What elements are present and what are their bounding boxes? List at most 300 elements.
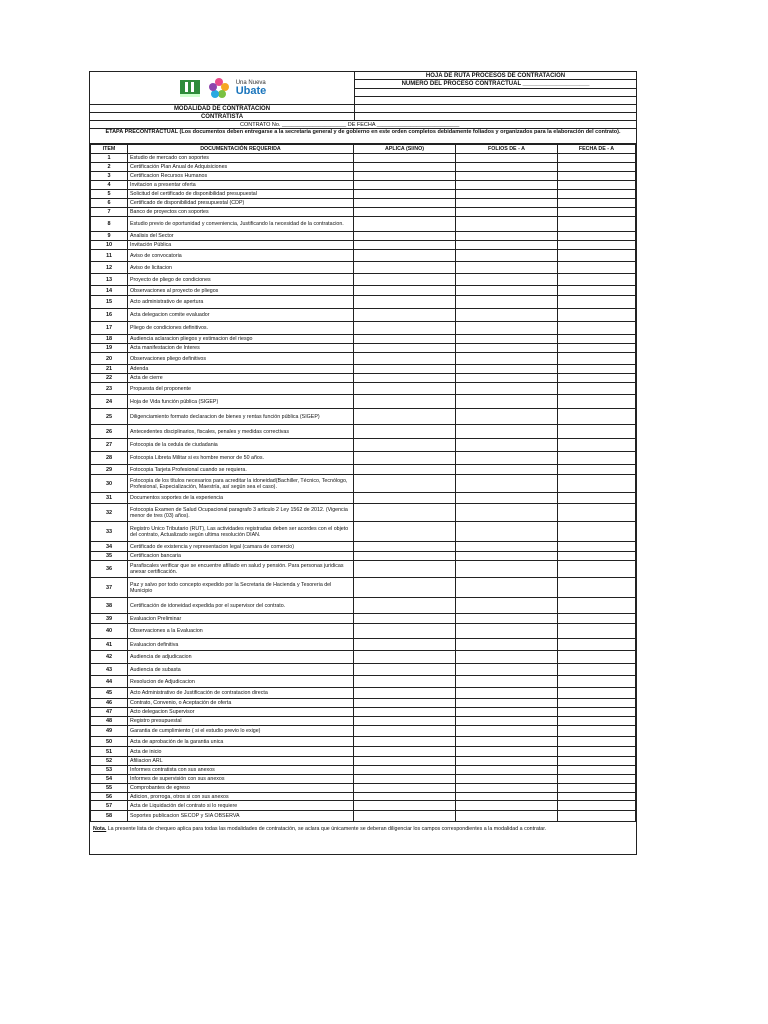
table-row [91, 296, 636, 309]
folios-cell[interactable] [456, 676, 558, 688]
item-document: Observaciones pliego definitivos [128, 353, 354, 365]
table-row [91, 639, 636, 651]
table-row [91, 598, 636, 614]
item-number: 37 [91, 578, 128, 598]
aplica-cell[interactable] [354, 475, 456, 493]
item-number: 1 [91, 154, 128, 163]
folios-cell[interactable] [456, 322, 558, 335]
aplica-cell[interactable] [354, 598, 456, 614]
table-row [91, 241, 636, 250]
aplica-cell[interactable] [354, 504, 456, 522]
aplica-cell[interactable] [354, 552, 456, 561]
aplica-cell[interactable] [354, 309, 456, 322]
fecha-cell[interactable] [558, 793, 636, 801]
aplica-cell[interactable] [354, 163, 456, 172]
item-document: Invitacion a presentar oferta [128, 181, 354, 190]
folios-cell[interactable] [456, 190, 558, 199]
aplica-cell[interactable] [354, 688, 456, 699]
aplica-cell[interactable] [354, 747, 456, 757]
item-number: 30 [91, 475, 128, 493]
aplica-cell[interactable] [354, 465, 456, 475]
item-document: Audiencia de subasta [128, 664, 354, 676]
table-row [91, 493, 636, 504]
folios-cell[interactable] [456, 542, 558, 552]
aplica-cell[interactable] [354, 199, 456, 208]
fecha-cell[interactable] [558, 708, 636, 717]
aplica-cell[interactable] [354, 274, 456, 286]
item-document: Registro Unico Tributario (RUT), Las actividades registradas deben ser acordes con el objeto del contrato, Actualizado según ultima resolución DIAN. [128, 522, 354, 542]
folios-cell[interactable] [456, 335, 558, 344]
item-document: Contrato, Convenio, o Aceptación de oferta [128, 699, 354, 708]
folios-cell[interactable] [456, 737, 558, 747]
aplica-cell[interactable] [354, 353, 456, 365]
item-number: 8 [91, 217, 128, 232]
item-number: 41 [91, 639, 128, 651]
aplica-cell[interactable] [354, 395, 456, 409]
item-document: Certificación de idoneidad expedida por el supervisor del contrato. [128, 598, 354, 614]
fecha-cell[interactable] [558, 465, 636, 475]
fecha-cell[interactable] [558, 737, 636, 747]
item-number: 43 [91, 664, 128, 676]
item-number: 27 [91, 439, 128, 452]
fecha-cell[interactable] [558, 274, 636, 286]
item-document: Acto Administrativo de Justificación de contratacion directa [128, 688, 354, 699]
folios-cell[interactable] [456, 784, 558, 793]
folios-cell[interactable] [456, 439, 558, 452]
fecha-cell[interactable] [558, 504, 636, 522]
fecha-cell[interactable] [558, 726, 636, 737]
fecha-cell[interactable] [558, 383, 636, 395]
fecha-cell[interactable] [558, 335, 636, 344]
folios-cell[interactable] [456, 757, 558, 766]
fecha-cell[interactable] [558, 262, 636, 274]
item-document: Fotocopia Examen de Salud Ocupacional paragrafo 3 articulo 2 Ley 1562 de 2012. (Vigencia menor de tres (03) años). [128, 504, 354, 522]
fecha-cell[interactable] [558, 322, 636, 335]
item-document: Acta delegacion comite evaluador [128, 309, 354, 322]
folios-cell[interactable] [456, 232, 558, 241]
table-row [91, 578, 636, 598]
table-row [91, 504, 636, 522]
fecha-cell[interactable] [558, 784, 636, 793]
table-row [91, 726, 636, 737]
item-document: Documentos soportes de la experiencia [128, 493, 354, 504]
folios-cell[interactable] [456, 425, 558, 439]
note [90, 822, 636, 854]
fecha-cell[interactable] [558, 344, 636, 353]
fecha-cell[interactable] [558, 439, 636, 452]
fecha-cell[interactable] [558, 425, 636, 439]
folios-cell[interactable] [456, 726, 558, 737]
table-row [91, 542, 636, 552]
aplica-cell[interactable] [354, 775, 456, 784]
table-row [91, 439, 636, 452]
note-label: Nota. [93, 826, 107, 832]
table-row [91, 522, 636, 542]
process-number: NUMERO DEL PROCESO CONTRACTUAL ____________________ [355, 80, 636, 88]
fecha-cell[interactable] [558, 286, 636, 296]
aplica-cell[interactable] [354, 793, 456, 801]
fecha-cell[interactable] [558, 208, 636, 217]
aplica-cell[interactable] [354, 425, 456, 439]
fecha-cell[interactable] [558, 374, 636, 383]
item-document: Certificacion bancaria [128, 552, 354, 561]
fecha-cell[interactable] [558, 522, 636, 542]
item-number: 36 [91, 561, 128, 578]
item-document: Afiliacion ARL [128, 757, 354, 766]
item-document: Antecedentes disciplinarios, fiscales, penales y medidas correctivas [128, 425, 354, 439]
aplica-cell[interactable] [354, 208, 456, 217]
fecha-cell[interactable] [558, 241, 636, 250]
aplica-cell[interactable] [354, 784, 456, 793]
aplica-cell[interactable] [354, 639, 456, 651]
fecha-cell[interactable] [558, 552, 636, 561]
folios-cell[interactable] [456, 639, 558, 651]
fecha-cell[interactable] [558, 250, 636, 262]
aplica-cell[interactable] [354, 439, 456, 452]
col-folios: FOLIOS DE - A [456, 145, 558, 154]
table-row [91, 181, 636, 190]
aplica-cell[interactable] [354, 766, 456, 775]
logo-text-top: Una Nueva [235, 79, 266, 86]
table-row [91, 335, 636, 344]
folios-cell[interactable] [456, 651, 558, 664]
aplica-cell[interactable] [354, 286, 456, 296]
fecha-cell[interactable] [558, 699, 636, 708]
item-number: 52 [91, 757, 128, 766]
table-row [91, 425, 636, 439]
fecha-cell[interactable] [558, 365, 636, 374]
folios-cell[interactable] [456, 504, 558, 522]
fecha-cell[interactable] [558, 296, 636, 309]
item-document: Fotocopia de la cedula de ciudadania [128, 439, 354, 452]
aplica-cell[interactable] [354, 232, 456, 241]
folios-cell[interactable] [456, 522, 558, 542]
item-document: Hoja de Vida función pública (SIGEP) [128, 395, 354, 409]
table-row [91, 232, 636, 241]
aplica-cell[interactable] [354, 190, 456, 199]
item-document: Certificado de disponibilidad presupuestal (CDP) [128, 199, 354, 208]
fecha-cell[interactable] [558, 190, 636, 199]
sheet-title: HOJA DE RUTA PROCESOS DE CONTRATACIÓN [355, 72, 636, 80]
fecha-cell[interactable] [558, 475, 636, 493]
item-number: 58 [91, 811, 128, 822]
aplica-cell[interactable] [354, 542, 456, 552]
folios-cell[interactable] [456, 374, 558, 383]
item-document: Comprobantes de egreso [128, 784, 354, 793]
item-number: 25 [91, 409, 128, 425]
folios-cell[interactable] [456, 475, 558, 493]
table-row [91, 747, 636, 757]
fecha-cell[interactable] [558, 747, 636, 757]
fecha-cell[interactable] [558, 542, 636, 552]
fecha-cell[interactable] [558, 717, 636, 726]
aplica-cell[interactable] [354, 708, 456, 717]
folios-cell[interactable] [456, 452, 558, 465]
aplica-cell[interactable] [354, 217, 456, 232]
fecha-cell[interactable] [558, 409, 636, 425]
item-number: 51 [91, 747, 128, 757]
item-document: Acta manifestacion de Interes [128, 344, 354, 353]
fecha-cell[interactable] [558, 199, 636, 208]
fecha-cell[interactable] [558, 154, 636, 163]
folios-cell[interactable] [456, 365, 558, 374]
item-number: 29 [91, 465, 128, 475]
folios-cell[interactable] [456, 309, 558, 322]
item-document: Audiencia de adjudicacion [128, 651, 354, 664]
item-document: Aviso de licitacion [128, 262, 354, 274]
folios-cell[interactable] [456, 208, 558, 217]
item-number: 28 [91, 452, 128, 465]
item-number: 33 [91, 522, 128, 542]
folios-cell[interactable] [456, 395, 558, 409]
folios-cell[interactable] [456, 561, 558, 578]
item-number: 9 [91, 232, 128, 241]
folios-cell[interactable] [456, 181, 558, 190]
folios-cell[interactable] [456, 465, 558, 475]
item-document: Garantia de cumplimiento ( si el estudio previo lo exige) [128, 726, 354, 737]
aplica-cell[interactable] [354, 522, 456, 542]
table-row [91, 344, 636, 353]
table-row [91, 465, 636, 475]
item-number: 12 [91, 262, 128, 274]
item-number: 50 [91, 737, 128, 747]
logo-text-bottom: Ubate [235, 84, 267, 97]
aplica-cell[interactable] [354, 717, 456, 726]
aplica-cell[interactable] [354, 699, 456, 708]
folios-cell[interactable] [456, 286, 558, 296]
folios-cell[interactable] [456, 793, 558, 801]
table-row [91, 614, 636, 624]
fecha-cell[interactable] [558, 181, 636, 190]
folios-cell[interactable] [456, 241, 558, 250]
folios-cell[interactable] [456, 775, 558, 784]
fecha-cell[interactable] [558, 775, 636, 784]
item-document: Acto administrativo de apertura [128, 296, 354, 309]
fecha-cell[interactable] [558, 688, 636, 699]
fecha-cell[interactable] [558, 801, 636, 811]
item-document: Estudio de mercado con soportes [128, 154, 354, 163]
folios-cell[interactable] [456, 614, 558, 624]
item-number: 4 [91, 181, 128, 190]
folios-cell[interactable] [456, 811, 558, 822]
fecha-cell[interactable] [558, 598, 636, 614]
table-row [91, 699, 636, 708]
aplica-cell[interactable] [354, 262, 456, 274]
aplica-cell[interactable] [354, 296, 456, 309]
item-document: Fotocopia Tarjeta Profesional cuando se requiera. [128, 465, 354, 475]
item-number: 45 [91, 688, 128, 699]
item-number: 55 [91, 784, 128, 793]
aplica-cell[interactable] [354, 452, 456, 465]
item-document: Propuesta del proponente [128, 383, 354, 395]
item-document: Informes de supervisión con sus anexos [128, 775, 354, 784]
item-document: Resolucion de Adjudicacion [128, 676, 354, 688]
table-row [91, 172, 636, 181]
item-document: Acta de cierre [128, 374, 354, 383]
item-document: Fotocopia de los títulos necesarios para acreditar la idoneidad(Bachiller, Técnico, Tecnólogo, Profesional, Especialización, Maestría, así según sea el caso). [128, 475, 354, 493]
folios-cell[interactable] [456, 217, 558, 232]
fecha-cell[interactable] [558, 676, 636, 688]
folios-cell[interactable] [456, 163, 558, 172]
aplica-cell[interactable] [354, 374, 456, 383]
aplica-cell[interactable] [354, 172, 456, 181]
table-row [91, 262, 636, 274]
folios-cell[interactable] [456, 747, 558, 757]
aplica-cell[interactable] [354, 676, 456, 688]
col-documentacion: DOCUMENTACIÓN REQUERIDA [128, 145, 354, 154]
fecha-cell[interactable] [558, 452, 636, 465]
item-document: Acta de Liquidación del contrato si lo requiere [128, 801, 354, 811]
folios-cell[interactable] [456, 717, 558, 726]
item-document: Proyecto de pliego de condiciones [128, 274, 354, 286]
aplica-cell[interactable] [354, 737, 456, 747]
folios-cell[interactable] [456, 199, 558, 208]
aplica-cell[interactable] [354, 365, 456, 374]
aplica-cell[interactable] [354, 335, 456, 344]
table-row [91, 664, 636, 676]
item-document: Acto delegacion Supervisor [128, 708, 354, 717]
fecha-cell[interactable] [558, 353, 636, 365]
item-number: 46 [91, 699, 128, 708]
aplica-cell[interactable] [354, 493, 456, 504]
aplica-cell[interactable] [354, 409, 456, 425]
folios-cell[interactable] [456, 274, 558, 286]
fecha-cell[interactable] [558, 639, 636, 651]
item-document: Invitación Pública [128, 241, 354, 250]
logo [90, 72, 355, 104]
item-number: 18 [91, 335, 128, 344]
fecha-cell[interactable] [558, 561, 636, 578]
item-document: Fotocopia Libreta Militar si es hombre menor de 50 años. [128, 452, 354, 465]
fecha-cell[interactable] [558, 651, 636, 664]
fecha-cell[interactable] [558, 493, 636, 504]
aplica-cell[interactable] [354, 561, 456, 578]
aplica-cell[interactable] [354, 154, 456, 163]
item-number: 47 [91, 708, 128, 717]
folios-cell[interactable] [456, 598, 558, 614]
item-document: Solicitud del certificado de disponibilidad presupuestal [128, 190, 354, 199]
aplica-cell[interactable] [354, 811, 456, 822]
item-number: 15 [91, 296, 128, 309]
fecha-cell[interactable] [558, 163, 636, 172]
aplica-cell[interactable] [354, 181, 456, 190]
item-number: 13 [91, 274, 128, 286]
folios-cell[interactable] [456, 801, 558, 811]
aplica-cell[interactable] [354, 383, 456, 395]
item-number: 53 [91, 766, 128, 775]
aplica-cell[interactable] [354, 250, 456, 262]
table-row [91, 561, 636, 578]
fecha-cell[interactable] [558, 172, 636, 181]
fecha-cell[interactable] [558, 811, 636, 822]
contrato-line: CONTRATO No. _____________________ DE FECHA ___________________________ [90, 121, 636, 129]
folios-cell[interactable] [456, 688, 558, 699]
item-number: 26 [91, 425, 128, 439]
folios-cell[interactable] [456, 699, 558, 708]
item-number: 56 [91, 793, 128, 801]
folios-cell[interactable] [456, 578, 558, 598]
folios-cell[interactable] [456, 552, 558, 561]
folios-cell[interactable] [456, 493, 558, 504]
folios-cell[interactable] [456, 296, 558, 309]
table-row [91, 708, 636, 717]
table-row [91, 766, 636, 775]
item-number: 2 [91, 163, 128, 172]
item-document: Observaciones al proyecto de pliegos [128, 286, 354, 296]
item-document: Analisis del Sector [128, 232, 354, 241]
item-number: 57 [91, 801, 128, 811]
aplica-cell[interactable] [354, 241, 456, 250]
aplica-cell[interactable] [354, 322, 456, 335]
table-row [91, 250, 636, 262]
folios-cell[interactable] [456, 344, 558, 353]
fecha-cell[interactable] [558, 217, 636, 232]
col-aplica: APLICA (SI/NO) [354, 145, 456, 154]
checklist-table [90, 144, 636, 822]
table-row [91, 801, 636, 811]
fecha-cell[interactable] [558, 614, 636, 624]
table-row [91, 624, 636, 639]
aplica-cell[interactable] [354, 664, 456, 676]
item-document: Acta de aprobación de la garantia unica [128, 737, 354, 747]
aplica-cell[interactable] [354, 624, 456, 639]
fecha-cell[interactable] [558, 624, 636, 639]
table-row [91, 274, 636, 286]
folios-cell[interactable] [456, 250, 558, 262]
item-number: 10 [91, 241, 128, 250]
fecha-cell[interactable] [558, 757, 636, 766]
fecha-cell[interactable] [558, 232, 636, 241]
item-number: 48 [91, 717, 128, 726]
aplica-cell[interactable] [354, 757, 456, 766]
folios-cell[interactable] [456, 624, 558, 639]
item-number: 32 [91, 504, 128, 522]
item-document: Diligenciamiento formato declaracion de bienes y rentas función pública (SIGEP) [128, 409, 354, 425]
aplica-cell[interactable] [354, 614, 456, 624]
aplica-cell[interactable] [354, 801, 456, 811]
folios-cell[interactable] [456, 664, 558, 676]
folios-cell[interactable] [456, 383, 558, 395]
fecha-cell[interactable] [558, 578, 636, 598]
aplica-cell[interactable] [354, 578, 456, 598]
aplica-cell[interactable] [354, 344, 456, 353]
fecha-cell[interactable] [558, 395, 636, 409]
item-document: Audiencia aclaracion pliegos y estimacion del riesgo [128, 335, 354, 344]
folios-cell[interactable] [456, 353, 558, 365]
table-row [91, 688, 636, 699]
item-number: 20 [91, 353, 128, 365]
table-row [91, 737, 636, 747]
folios-cell[interactable] [456, 708, 558, 717]
folios-cell[interactable] [456, 262, 558, 274]
aplica-cell[interactable] [354, 726, 456, 737]
fecha-cell[interactable] [558, 309, 636, 322]
folios-cell[interactable] [456, 172, 558, 181]
item-number: 39 [91, 614, 128, 624]
fecha-cell[interactable] [558, 664, 636, 676]
fecha-cell[interactable] [558, 766, 636, 775]
municipal-seal-icon [178, 78, 202, 98]
folios-cell[interactable] [456, 154, 558, 163]
modalidad-label: MODALIDAD DE CONTRATACION [90, 105, 355, 112]
table-row [91, 651, 636, 664]
folios-cell[interactable] [456, 766, 558, 775]
table-row [91, 217, 636, 232]
route-sheet [89, 71, 637, 855]
aplica-cell[interactable] [354, 651, 456, 664]
contratista-label: CONTRATISTA [90, 113, 355, 120]
folios-cell[interactable] [456, 409, 558, 425]
